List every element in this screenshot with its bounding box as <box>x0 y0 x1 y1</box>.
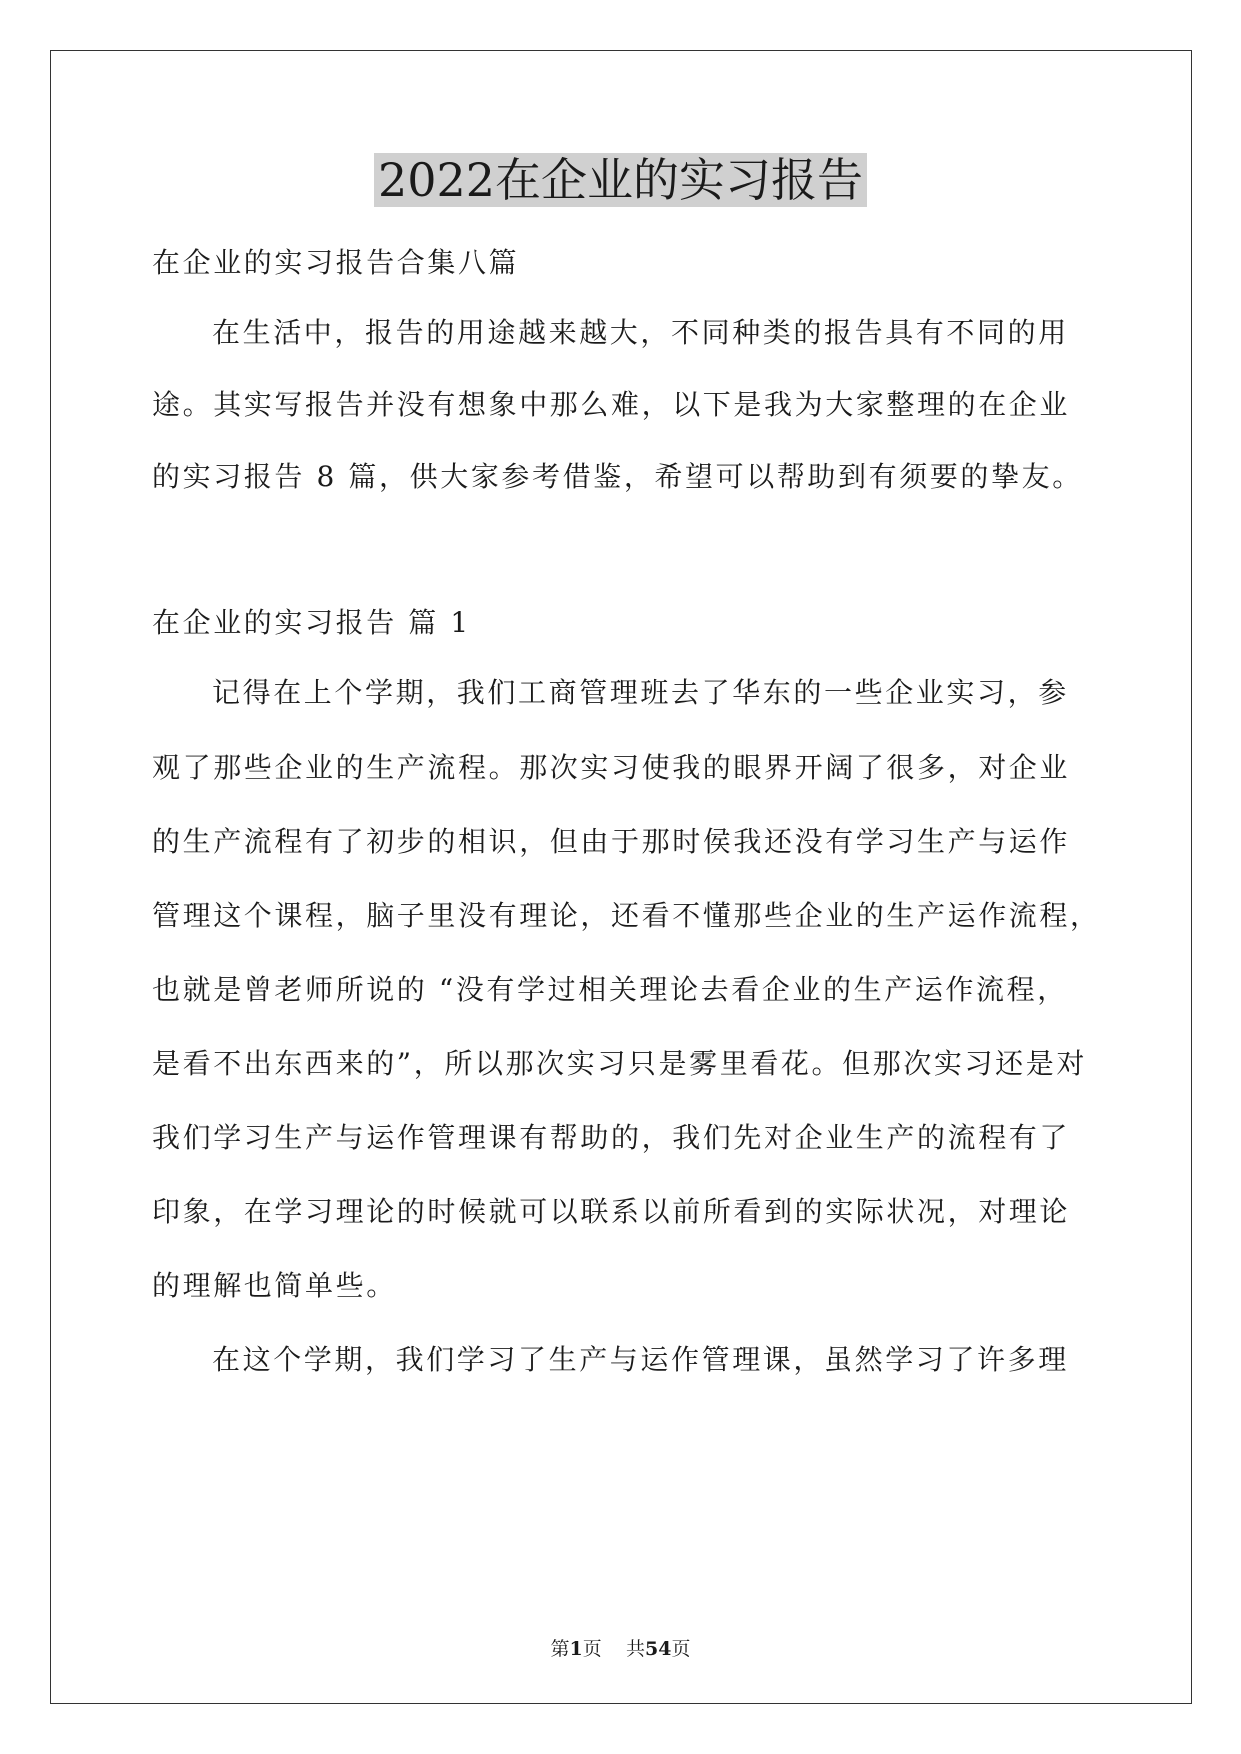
paragraph1-line-2: 观了那些企业的生产流程。那次实习使我的眼界开阔了很多，对企业 <box>152 751 1071 784</box>
document-subtitle: 在企业的实习报告合集八篇 <box>152 246 520 279</box>
paragraph1-line-8: 印象，在学习理论的时候就可以联系以前所看到的实际状况，对理论 <box>152 1195 1071 1228</box>
footer-page-number: 1 <box>569 1638 583 1660</box>
document-title-text: 2022在企业的实习报告 <box>374 153 867 207</box>
paragraph1-line-5: 也就是曾老师所说的 “没有学过相关理论去看企业的生产运作流程， <box>152 973 1068 1006</box>
footer-total-pages: 54 <box>644 1638 672 1660</box>
paragraph1-line-3: 的生产流程有了初步的相识，但由于那时侯我还没有学习生产与运作 <box>152 825 1071 858</box>
intro-line-1: 在生活中，报告的用途越来越大，不同种类的报告具有不同的用 <box>212 316 1069 349</box>
intro-line-2: 途。其实写报告并没有想象中那么难，以下是我为大家整理的在企业 <box>152 388 1071 421</box>
paragraph1-line-7: 我们学习生产与运作管理课有帮助的，我们先对企业生产的流程有了 <box>152 1121 1071 1154</box>
paragraph2-line-1: 在这个学期，我们学习了生产与运作管理课，虽然学习了许多理 <box>212 1343 1069 1376</box>
footer-page-prefix: 第 <box>550 1638 570 1660</box>
document-title <box>0 148 1241 212</box>
footer-total-suffix: 页 <box>671 1638 691 1660</box>
paragraph1-line-4: 管理这个课程，脑子里没有理论，还看不懂那些企业的生产运作流程， <box>152 899 1101 932</box>
page-footer <box>0 1636 1241 1662</box>
paragraph1-line-1: 记得在上个学期，我们工商管理班去了华东的一些企业实习，参 <box>212 676 1069 709</box>
page-border <box>50 50 1192 1704</box>
footer-total-prefix: 共 <box>625 1638 645 1660</box>
paragraph1-line-6: 是看不出东西来的”，所以那次实习只是雾里看花。但那次实习还是对 <box>152 1047 1087 1080</box>
intro-line-3: 的实习报告 8 篇，供大家参考借鉴，希望可以帮助到有须要的挚友。 <box>152 460 1083 493</box>
paragraph1-line-9: 的理解也简单些。 <box>152 1269 397 1302</box>
section-heading: 在企业的实习报告 篇 1 <box>152 606 471 639</box>
footer-page-suffix: 页 <box>582 1638 602 1660</box>
